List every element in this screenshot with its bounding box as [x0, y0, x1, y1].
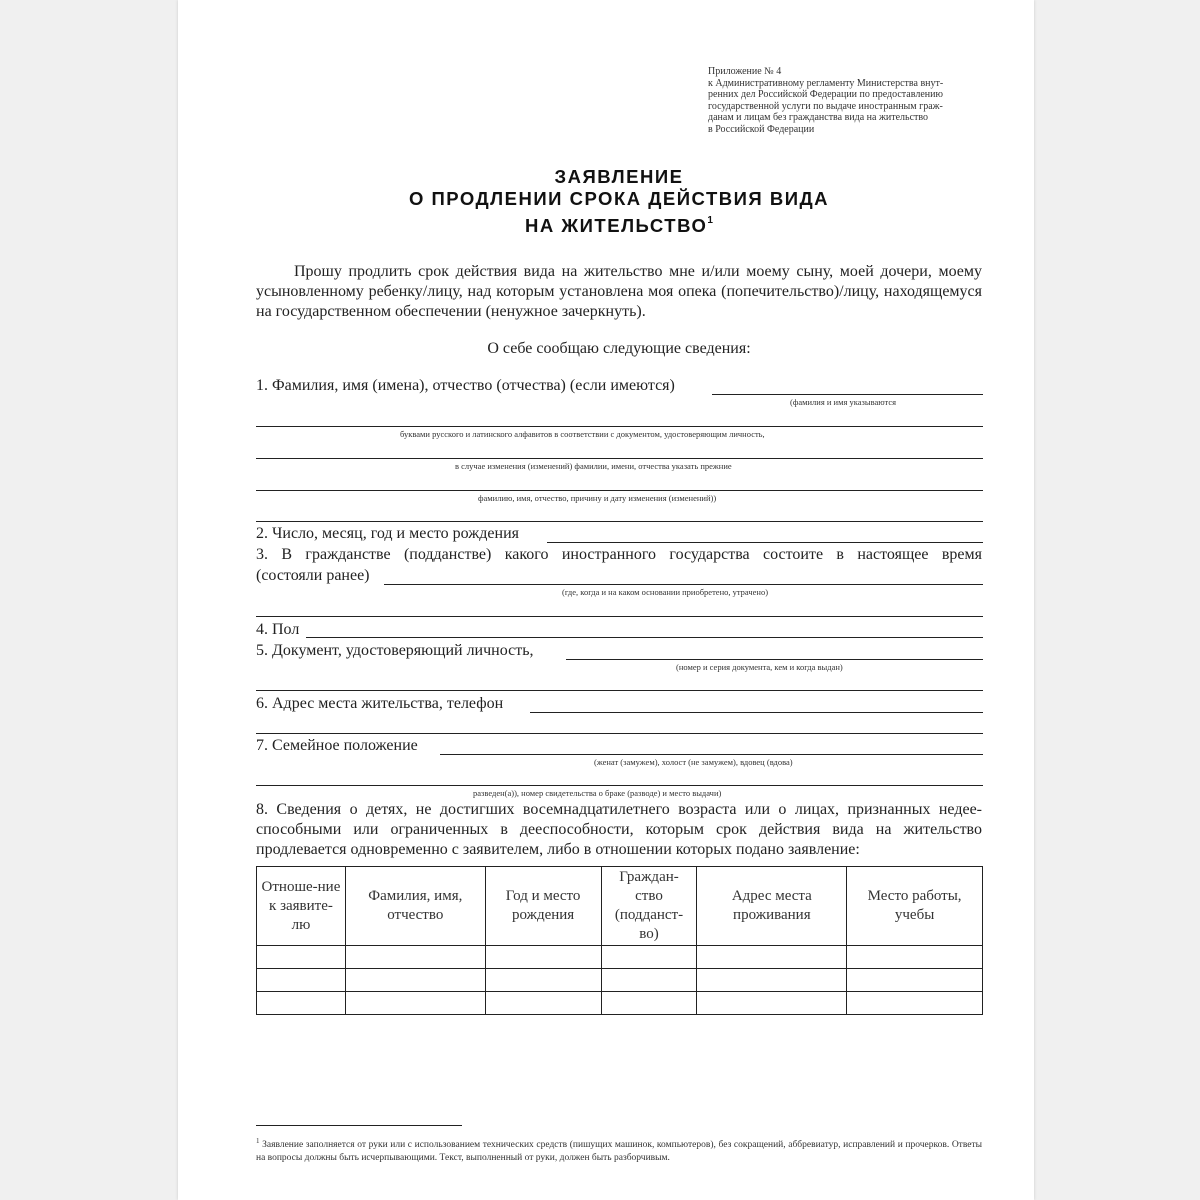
table-cell[interactable] [601, 992, 697, 1015]
table-cell[interactable] [601, 946, 697, 969]
table-cell[interactable] [697, 969, 847, 992]
field-3-line-1: 3. В гражданстве (подданстве) какого иностранного государства состоите в настоящее время [256, 546, 982, 563]
field-6-label: 6. Адрес места жительства, телефон [256, 695, 504, 712]
field-3-hint: (где, когда и на каком основании приобретено, утрачено) [562, 587, 769, 597]
appendix-line: к Административному регламенту Министерства внут- [708, 77, 944, 89]
table-cell[interactable] [485, 946, 601, 969]
field-5-hint: (номер и серия документа, кем и когда выдан) [676, 662, 843, 672]
table-cell[interactable] [257, 946, 346, 969]
footnote-mark: 1 [256, 1137, 260, 1145]
table-cell[interactable] [485, 969, 601, 992]
field-1-input-line-4[interactable] [256, 490, 983, 491]
field-4-label: 4. Пол [256, 621, 300, 638]
appendix-line: Приложение № 4 [708, 66, 782, 77]
field-7-hint-2: разведен(а)), номер свидетельства о браке (разводе) и место выдачи) [473, 788, 722, 798]
appendix-line: данам и лицам без гражданства вида на жительство [708, 112, 929, 123]
table-row [257, 946, 983, 969]
column-header-full-name: Фамилия, имя, отчество [345, 867, 485, 946]
table-row [257, 969, 983, 992]
field-8-line-2: способными или ограниченных в дееспособности, которым срок действия вида на жительство [256, 821, 982, 838]
table-cell[interactable] [847, 992, 983, 1015]
field-8-line-1: 8. Сведения о детях, не достигших восемнадцатилетнего возраста или о лицах, признанных недее- [256, 801, 982, 818]
table-cell[interactable] [345, 946, 485, 969]
field-3-line-2: (состояли ранее) [256, 567, 370, 584]
field-3-input-line-2[interactable] [256, 616, 983, 617]
appendix-line: государственной услуги по выдаче иностранным граж- [708, 100, 943, 112]
field-1-input-line-3[interactable] [256, 458, 983, 459]
footnote [256, 1135, 982, 1165]
field-1-input-line-2[interactable] [256, 426, 983, 427]
intro-text: О себе сообщаю следующие сведения: [487, 340, 751, 357]
column-header-address: Адрес места проживания [697, 867, 847, 946]
field-1-hint: (фамилия и имя указываются [790, 397, 897, 407]
field-5-input-line-2[interactable] [256, 690, 983, 691]
field-2-label: 2. Число, месяц, год и место рождения [256, 525, 519, 542]
table-cell[interactable] [257, 992, 346, 1015]
children-table [256, 866, 983, 1015]
column-header-citizenship: Граждан-ство (подданст-во) [601, 867, 697, 946]
footnote-divider [256, 1125, 462, 1126]
table-cell[interactable] [345, 969, 485, 992]
field-1-input-line[interactable] [712, 394, 983, 395]
table-cell[interactable] [345, 992, 485, 1015]
appendix-line: ренних дел Российской Федерации по предоставлению [708, 89, 943, 100]
request-paragraph: Прошу продлить срок действия вида на жительство мне и/или моему сыну, моей дочери, моему усыновленному ребенку/лицу, над которым установлена моя опека (попечительство)/лицу, находящемуся на государственном обеспечении (ненужное зачеркнуть). [256, 263, 982, 320]
field-1-hint-2: буквами русского и латинского алфавитов в соответствии с документом, удостоверяющим личность, [400, 429, 765, 439]
field-8-line-3: продлевается одновременно с заявителем, либо в отношении которых подано заявление: [256, 841, 860, 858]
field-3-input-line[interactable] [384, 584, 983, 585]
field-5-input-line[interactable] [566, 659, 983, 660]
field-7-label: 7. Семейное положение [256, 737, 418, 754]
field-6-input-line[interactable] [530, 712, 983, 713]
field-7-input-line-2[interactable] [256, 785, 983, 786]
table-cell[interactable] [697, 992, 847, 1015]
table-cell[interactable] [601, 969, 697, 992]
document-title [256, 166, 982, 237]
table-row [257, 992, 983, 1015]
title-line-3 [256, 210, 982, 237]
title-line-3-text: НА ЖИТЕЛЬСТВО [525, 215, 708, 236]
field-7-input-line[interactable] [440, 754, 983, 755]
column-header-relation: Отноше-ние к заявите-лю [257, 867, 346, 946]
appendix-line: в Российской Федерации [708, 123, 815, 135]
field-5-label: 5. Документ, удостоверяющий личность, [256, 642, 534, 659]
field-1-hint-3: в случае изменения (изменений) фамилии, имени, отчества указать прежние [455, 461, 732, 471]
field-1-label: 1. Фамилия, имя (имена), отчество (отчества) (если имеются) [256, 377, 675, 394]
appendix-note [708, 66, 983, 135]
table-cell[interactable] [485, 992, 601, 1015]
field-1-hint-4: фамилию, имя, отчество, причину и дату изменения (изменений)) [478, 493, 717, 503]
column-header-work-study: Место работы, учебы [847, 867, 983, 946]
title-line-2: О ПРОДЛЕНИИ СРОКА ДЕЙСТВИЯ ВИДА [408, 188, 830, 209]
column-header-birth: Год и место рождения [485, 867, 601, 946]
table-cell[interactable] [697, 946, 847, 969]
footnote-text: Заявление заполняется от руки или с использованием технических средств (пишущих машинок, компьютеров), без сокращений, аббревиатур, исправлений и прочерков. Ответы на вопросы должны быть исчерпывающими. Текст, выполненный от руки, должен быть разборчивым. [256, 1140, 983, 1164]
field-2-input-line[interactable] [547, 542, 983, 543]
field-6-input-line-2[interactable] [256, 733, 983, 734]
title-footnote-mark: 1 [707, 215, 713, 226]
title-line-1: ЗАЯВЛЕНИЕ [554, 166, 684, 187]
field-1-input-line-5[interactable] [256, 521, 983, 522]
table-cell[interactable] [257, 969, 346, 992]
table-cell[interactable] [847, 946, 983, 969]
table-cell[interactable] [847, 969, 983, 992]
field-4-input-line[interactable] [306, 637, 983, 638]
field-7-hint: (женат (замужем), холост (не замужем), вдовец (вдова) [594, 757, 793, 767]
